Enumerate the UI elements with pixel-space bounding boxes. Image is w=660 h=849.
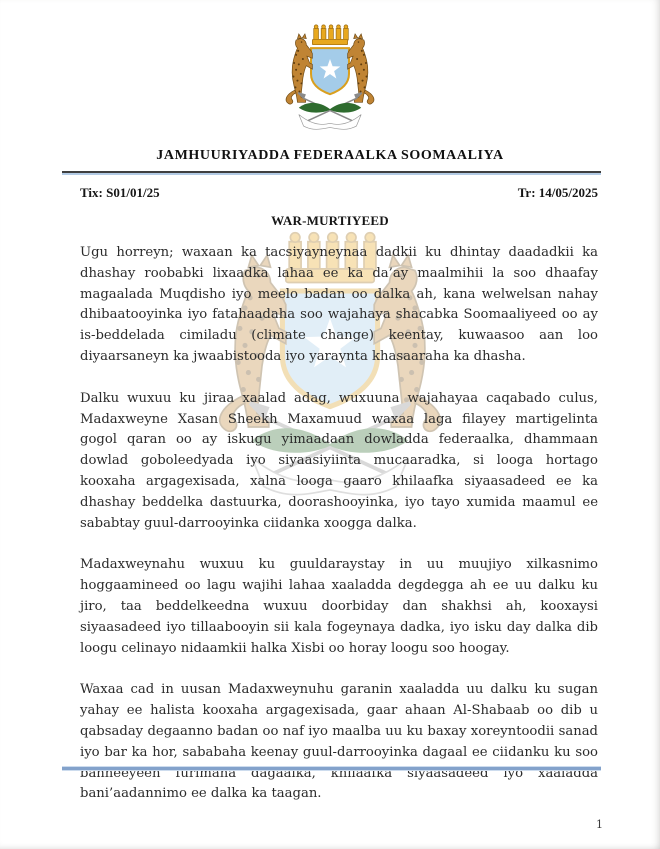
page-number: 1	[596, 818, 603, 831]
paragraph-1: Ugu horreyn; waxaan ka tacsiyayneynaa dadkii ku dhintay daadadkii ka dhashay roobabki lixaadka lahaa ee ka da’ay maalmihii la soo dhaafay magaalada Muqdisho iyo meelo badan oo dalka ah, kana welwelsan nahay dhibaatooyinka iyo fatahaadaha soo wajahaya shacabka Soomaaliyeed oo ay is-beddelada cimiladu (climate change) keentay, kuwaasoo aan loo diyaarsaneyn ka jwaabistooda iyo yaraynta khasaaraha ka dhasha.	[80, 245, 598, 364]
document-heading: WAR-MURTIYEED	[271, 213, 389, 228]
paragraph-2: Dalku wuxuu ku jiraa xaalad adag, wuxuuna wajahayaa caqabado culus, Madaxweyne Xasan Sheekh Maxamuud waxaa laga filayey martigelinta gogol qaran oo ay iskugu yimaadaan dowladda federaalka, dhammaan dowlad goboleedyada iyo siyaasiyiinta mucaaradka, si looga hortago kooxaha argagexisada, xalna looga gaaro khilaafka siyaasadeed ee ka dhashay beddelka dastuurka, doorashooyinka, iyo tayo xumida maamul ee sababtay guul-darrooyinka ciidanka xoogga dalka.	[80, 390, 598, 531]
document-body	[80, 243, 598, 826]
document-date: Tr: 14/05/2025	[517, 185, 598, 200]
page-title: JAMHUURIYADDA FEDERAALKA SOOMAALIYA	[156, 148, 504, 163]
header-emblem-wrap	[0, 21, 660, 148]
somalia-coat-of-arms	[262, 21, 398, 143]
header-rule	[62, 171, 601, 175]
reference-number: Tix: S01/01/25	[80, 185, 160, 200]
reference-row	[80, 185, 598, 201]
paragraph-3: Madaxweynahu wuxuu ku guuldaraystay in uu muujiyo xilkasnimo hoggaamineed oo lagu wajihi lahaa xaaladda degdegga ah ee uu dalku ku jiro, taa beddelkeedna wuxuu doorbiday dan shakhsi ah, kooxaysi siyaasadeed iyo tillaabooyin sii kala fogeynaya dadka, iyo isku day dalka dib loogu celinayo nidaamkii halka Xisbi oo horay loogu soo hoogay.	[80, 557, 598, 656]
paragraph-4: Waxaa cad in uusan Madaxweynuhu garanin xaaladda uu dalku ku sugan yahay ee halista kooxaha argagexisada, gaar ahaan Al-Shabaab oo dib u qabsaday degaanno badan oo naf iyo maalba uu ku baxay xoreyntoodii sanad iyo bar ka hor, sababaha keenay guul-darrooyinka dagaal ee ciidanku ku soo banneeyeen furimaha dagaalka, khilaafka siyaasadeed iyo xaaladda bani’aadannimo ee dalka ka taagan.	[80, 682, 598, 802]
footer-rule	[62, 767, 601, 770]
